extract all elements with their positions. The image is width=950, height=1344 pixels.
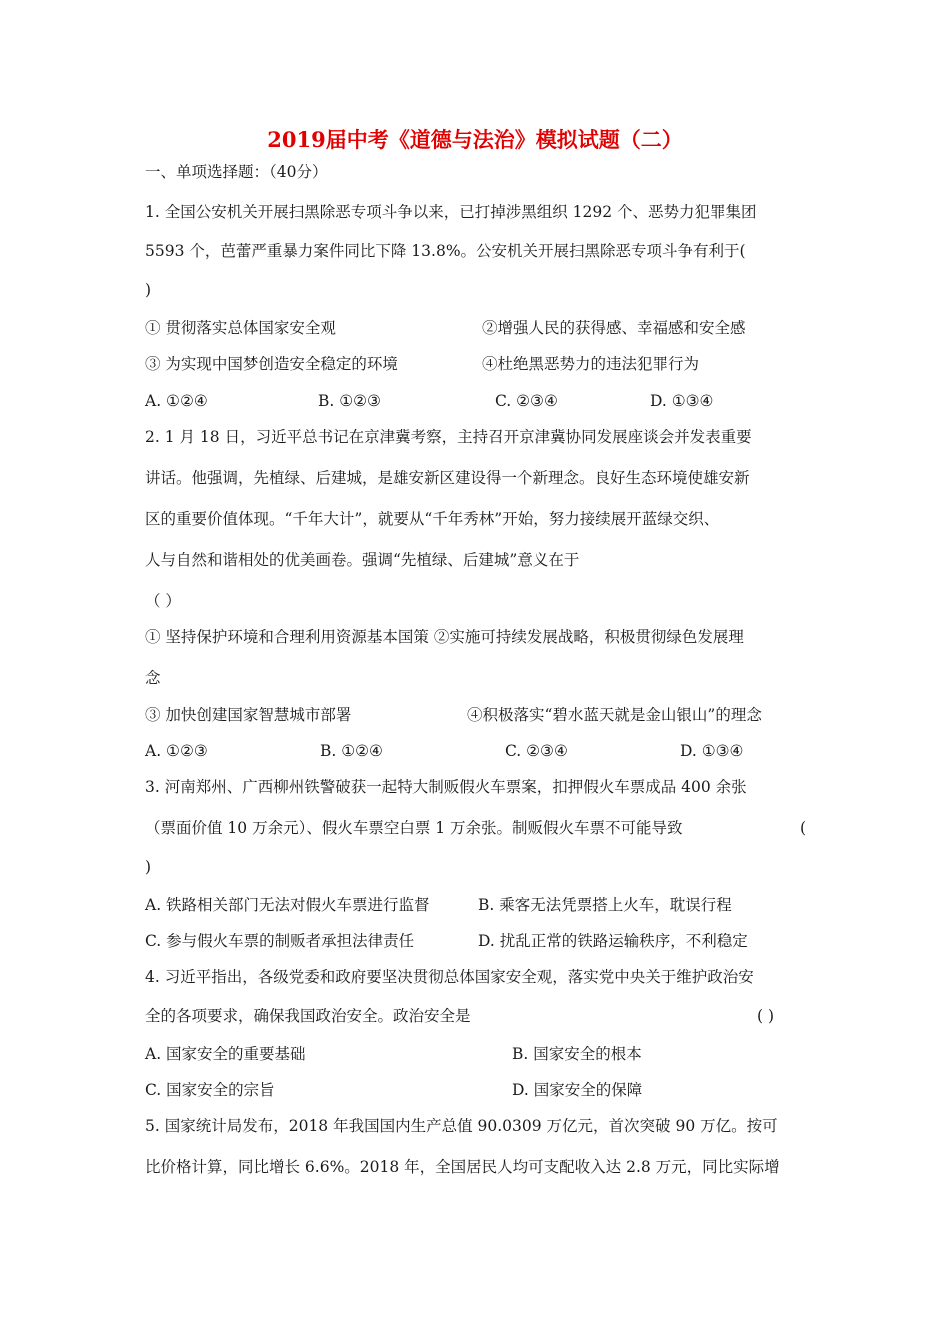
q1-answer-c[interactable]: C. ②③④ [495, 392, 558, 410]
q1-line-3: ) [145, 281, 152, 299]
section-header: 一、单项选择题：（40分） [145, 163, 328, 181]
q4-line-1: 4. 习近平指出，各级党委和政府要坚决贯彻总体国家安全观，落实党中央关于维护政治安 [145, 968, 754, 986]
q3-line-2: （票面价值 10 万余元）、假火车票空白票 1 万余张。制贩假火车票不可能导致 [145, 819, 683, 837]
q4-line-2: 全的各项要求，确保我国政治安全。政治安全是 [145, 1007, 471, 1025]
q4-answer-d[interactable]: D. 国家安全的保障 [512, 1081, 643, 1099]
q3-answer-c[interactable]: C. 参与假火车票的制贩者承担法律责任 [145, 932, 415, 950]
q2-line-3: 区的重要价值体现。“千年大计”，就要从“千年秀林”开始，努力接续展开蓝绿交织、 [145, 510, 720, 528]
q2-statement-3: ③ 加快创建国家智慧城市部署 [145, 706, 352, 724]
q1-answer-a[interactable]: A. ①②④ [145, 392, 208, 410]
q1-statement-2: ②增强人民的获得感、幸福感和安全感 [482, 319, 746, 337]
q3-answer-paren-open: ( [800, 819, 807, 837]
q1-statement-1: ① 贯彻落实总体国家安全观 [145, 319, 336, 337]
q1-answer-b[interactable]: B. ①②③ [318, 392, 381, 410]
q4-answer-b[interactable]: B. 国家安全的根本 [512, 1045, 642, 1063]
q5-line-1: 5. 国家统计局发布，2018 年我国国内生产总值 90.0309 万亿元，首次突破 90 万亿。按可 [145, 1117, 778, 1135]
q2-line-4: 人与自然和谐相处的优美画卷。强调“先植绿、后建城”意义在于 [145, 551, 580, 569]
q2-statement-4: ④积极落实“碧水蓝天就是金山银山”的理念 [467, 706, 762, 724]
q5-line-2: 比价格计算，同比增长 6.6%。2018 年，全国居民人均可支配收入达 2.8 万元，同比实际增 [145, 1158, 780, 1176]
q1-line-1: 1. 全国公安机关开展扫黑除恶专项斗争以来，已打掉涉黑组织 1292 个、恶势力犯罪集团 [145, 203, 757, 221]
q1-statement-3: ③ 为实现中国梦创造安全稳定的环境 [145, 355, 398, 373]
q2-answer-a[interactable]: A. ①②③ [145, 742, 208, 760]
q4-answer-paren: ( ) [757, 1007, 775, 1025]
q2-line-5: （ ） [145, 592, 181, 610]
q4-answer-a[interactable]: A. 国家安全的重要基础 [145, 1045, 306, 1063]
q2-line-2: 讲话。他强调，先植绿、后建城，是雄安新区建设得一个新理念。良好生态环境使雄安新 [145, 469, 750, 487]
page-title: 2019届中考《道德与法治》模拟试题（二） [267, 127, 683, 152]
q2-statement-1-2: ① 坚持保护环境和合理利用资源基本国策 ②实施可持续发展战略，积极贯彻绿色发展理 [145, 628, 744, 646]
q3-line-3: ) [145, 858, 152, 876]
q1-answer-d[interactable]: D. ①③④ [650, 392, 714, 410]
q2-answer-c[interactable]: C. ②③④ [505, 742, 568, 760]
q3-line-1: 3. 河南郑州、广西柳州铁警破获一起特大制贩假火车票案，扣押假火车票成品 400 余张 [145, 778, 747, 796]
q3-answer-d[interactable]: D. 扰乱正常的铁路运输秩序，不利稳定 [478, 932, 748, 950]
q1-statement-4: ④杜绝黑恶势力的违法犯罪行为 [482, 355, 700, 373]
q2-answer-b[interactable]: B. ①②④ [320, 742, 383, 760]
q3-answer-a[interactable]: A. 铁路相关部门无法对假火车票进行监督 [145, 896, 430, 914]
q4-answer-c[interactable]: C. 国家安全的宗旨 [145, 1081, 275, 1099]
q2-line-1: 2. 1 月 18 日，习近平总书记在京津冀考察，主持召开京津冀协同发展座谈会并发表重要 [145, 428, 752, 446]
q1-line-2: 5593 个，芭蕾严重暴力案件同比下降 13.8%。公安机关开展扫黑除恶专项斗争有利于( [145, 242, 746, 260]
q3-answer-b[interactable]: B. 乘客无法凭票搭上火车，耽误行程 [478, 896, 732, 914]
q2-statement-2-cont: 念 [145, 669, 161, 687]
q2-answer-d[interactable]: D. ①③④ [680, 742, 744, 760]
